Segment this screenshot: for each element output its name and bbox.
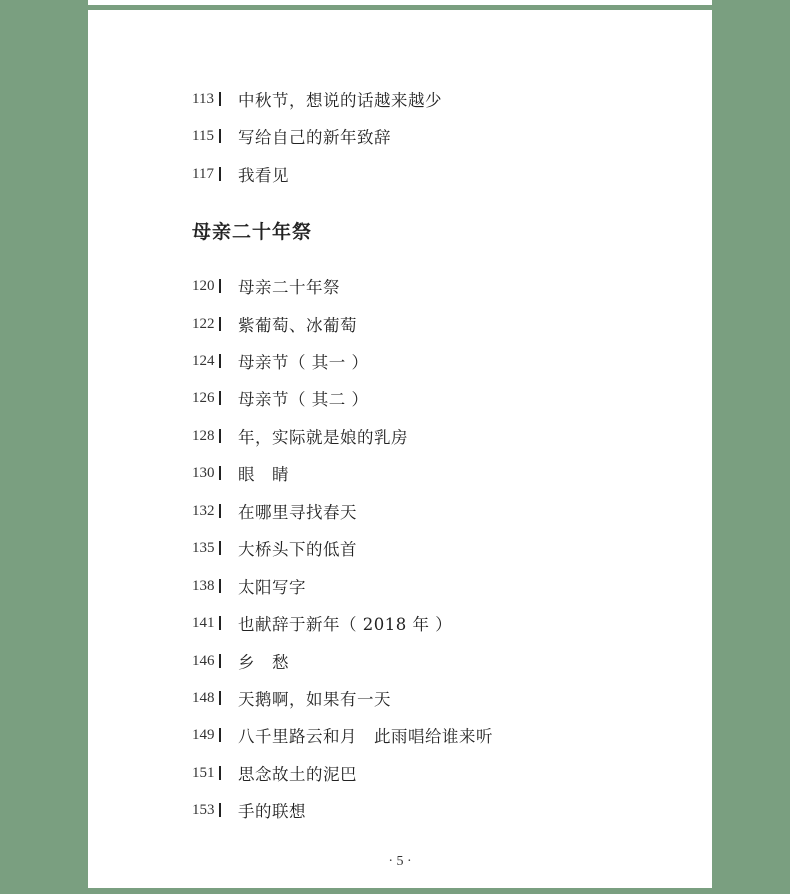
toc-entry[interactable] (192, 424, 408, 448)
previous-page-edge (88, 0, 712, 5)
toc-page-number: 153 (192, 801, 215, 818)
toc-entry-title: 中秋节，想说的话越来越少 (238, 91, 442, 110)
toc-entry[interactable] (192, 611, 452, 635)
toc-entry[interactable] (192, 162, 289, 186)
toc-page-number: 138 (192, 577, 215, 594)
toc-page-number: 128 (192, 427, 215, 444)
toc-entry-title: 手的联想 (238, 802, 306, 821)
toc-entry[interactable] (192, 686, 391, 710)
toc-separator-bar (219, 167, 221, 181)
toc-entry[interactable] (192, 574, 306, 598)
toc-page-number: 141 (192, 614, 215, 631)
toc-page-number: 124 (192, 352, 215, 369)
toc-entry-title: 乡 愁 (238, 653, 289, 672)
toc-separator-bar (219, 616, 221, 630)
toc-entry-title: 眼 睛 (238, 465, 289, 484)
toc-separator-bar (219, 466, 221, 480)
toc-page-number: 122 (192, 315, 215, 332)
toc-entry[interactable] (192, 761, 357, 785)
page-number-footer: · 5 · (388, 854, 412, 869)
toc-page-number: 120 (192, 277, 215, 294)
toc-entry-title: 思念故土的泥巴 (238, 765, 357, 784)
toc-entry[interactable] (192, 798, 306, 822)
toc-separator-bar (219, 654, 221, 668)
toc-entry-title: 年，实际就是娘的乳房 (238, 428, 408, 447)
toc-page-number: 117 (192, 165, 214, 182)
toc-separator-bar (219, 691, 221, 705)
toc-separator-bar (219, 354, 221, 368)
book-page (88, 10, 712, 888)
toc-entry-title: 大桥头下的低首 (238, 540, 357, 559)
toc-separator-bar (219, 317, 221, 331)
toc-separator-bar (219, 803, 221, 817)
toc-separator-bar (219, 728, 221, 742)
toc-page-number: 146 (192, 652, 215, 669)
toc-entry[interactable] (192, 723, 493, 747)
toc-entry[interactable] (192, 274, 340, 298)
toc-page-number: 126 (192, 389, 215, 406)
toc-separator-bar (219, 391, 221, 405)
toc-entry-title: 天鹅啊，如果有一天 (238, 690, 391, 709)
toc-separator-bar (219, 766, 221, 780)
toc-separator-bar (219, 129, 221, 143)
toc-entry-title: 写给自己的新年致辞 (238, 128, 391, 147)
toc-page-number: 148 (192, 689, 215, 706)
toc-entry[interactable] (192, 124, 391, 148)
toc-separator-bar (219, 92, 221, 106)
toc-page-number: 149 (192, 726, 215, 743)
toc-separator-bar (219, 429, 221, 443)
toc-separator-bar (219, 579, 221, 593)
toc-entry[interactable] (192, 499, 357, 523)
toc-entry-title: 太阳写字 (238, 578, 306, 597)
toc-entry[interactable] (192, 461, 289, 485)
toc-entry[interactable] (192, 349, 369, 373)
toc-separator-bar (219, 504, 221, 518)
toc-entry-title: 在哪里寻找春天 (238, 503, 357, 522)
toc-page-number: 151 (192, 764, 215, 781)
section-heading: 母亲二十年祭 (192, 221, 313, 243)
toc-page-number: 130 (192, 464, 215, 481)
toc-separator-bar (219, 541, 221, 555)
toc-entry-title: 母亲二十年祭 (238, 278, 340, 297)
toc-entry-title: 我看见 (238, 166, 289, 185)
toc-entry-title: 母亲节（ 其二 ） (238, 390, 369, 409)
toc-entry[interactable] (192, 312, 357, 336)
toc-page-number: 115 (192, 127, 214, 144)
toc-entry[interactable] (192, 536, 357, 560)
toc-entry-title: 八千里路云和月 此雨唱给谁来听 (238, 727, 493, 746)
toc-page-number: 113 (192, 90, 214, 107)
toc-entry[interactable] (192, 87, 442, 111)
toc-page-number: 135 (192, 539, 215, 556)
toc-entry-title: 紫葡萄、冰葡萄 (238, 316, 357, 335)
toc-entry[interactable] (192, 386, 369, 410)
toc-page-number: 132 (192, 502, 215, 519)
toc-separator-bar (219, 279, 221, 293)
toc-entry-title: 母亲节（ 其一 ） (238, 353, 369, 372)
toc-entry-title: 也献辞于新年（ 2018 年 ） (238, 615, 453, 634)
toc-entry[interactable] (192, 649, 289, 673)
